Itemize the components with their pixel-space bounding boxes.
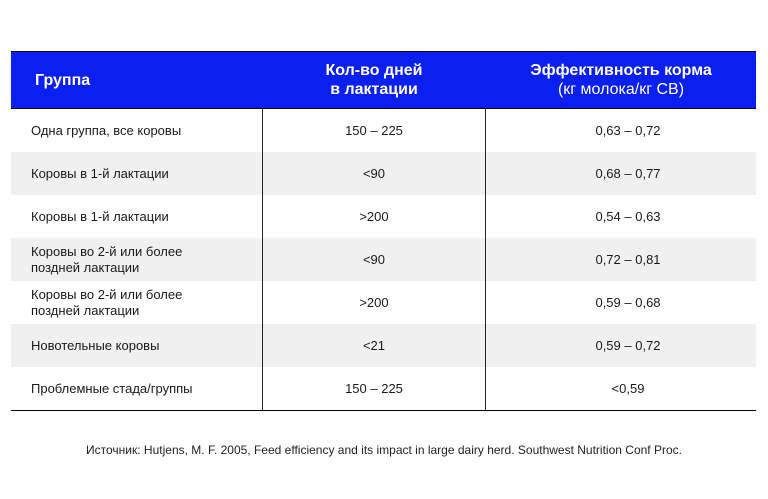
cell-efficiency: <0,59 — [485, 367, 756, 410]
cell-efficiency: 0,72 – 0,81 — [485, 238, 756, 281]
cell-group-text — [31, 244, 182, 276]
feed-efficiency-table — [11, 51, 756, 411]
cell-group-line1: Коровы во 2-й или более — [31, 243, 183, 259]
cell-group: Проблемные стада/группы — [31, 380, 193, 396]
cell-group — [11, 238, 262, 281]
table-row — [11, 109, 756, 152]
table-header — [11, 51, 756, 109]
header-days-line2: в лактации — [330, 81, 418, 98]
cell-efficiency: 0,59 – 0,72 — [485, 324, 756, 367]
cell-group-text — [31, 287, 182, 319]
table-row — [11, 324, 756, 367]
cell-group-line2: поздней лактации — [31, 302, 140, 318]
cell-group-line1: Коровы во 2-й или более — [31, 286, 183, 302]
cell-group: Коровы в 1-й лактации — [31, 208, 169, 224]
header-days-line1: Кол-во дней — [325, 62, 423, 79]
cell-days: <90 — [262, 152, 485, 195]
cell-efficiency: 0,54 – 0,63 — [485, 195, 756, 238]
cell-days: 150 – 225 — [262, 109, 485, 152]
cell-days: >200 — [262, 281, 485, 324]
cell-days: <90 — [262, 238, 485, 281]
table-row — [11, 281, 756, 324]
header-group — [11, 52, 262, 108]
table-row — [11, 367, 756, 410]
cell-group-line2: поздней лактации — [31, 259, 140, 275]
cell-efficiency: 0,59 – 0,68 — [485, 281, 756, 324]
cell-group: Новотельные коровы — [31, 337, 160, 353]
cell-group: Коровы в 1-й лактации — [31, 165, 169, 181]
cell-days: 150 – 225 — [262, 367, 485, 410]
table-row — [11, 238, 756, 281]
cell-efficiency: 0,63 – 0,72 — [485, 109, 756, 152]
cell-days: <21 — [262, 324, 485, 367]
cell-group — [11, 281, 262, 324]
header-days — [262, 52, 485, 108]
cell-group: Одна группа, все коровы — [31, 122, 182, 138]
source-note: Источник: Hutjens, M. F. 2005, Feed efficiency and its impact in large dairy herd. Southwest Nutrition Conf Proc. — [86, 443, 682, 457]
table-bottom-rule — [11, 410, 756, 411]
header-group-label: Группа — [35, 71, 91, 89]
cell-efficiency: 0,68 – 0,77 — [485, 152, 756, 195]
header-efficiency-line1: Эффективность корма — [530, 62, 712, 79]
header-efficiency-line2: (кг молока/кг СВ) — [557, 81, 685, 98]
header-efficiency — [485, 52, 756, 108]
cell-days: >200 — [262, 195, 485, 238]
table-row — [11, 195, 756, 238]
table-row — [11, 152, 756, 195]
